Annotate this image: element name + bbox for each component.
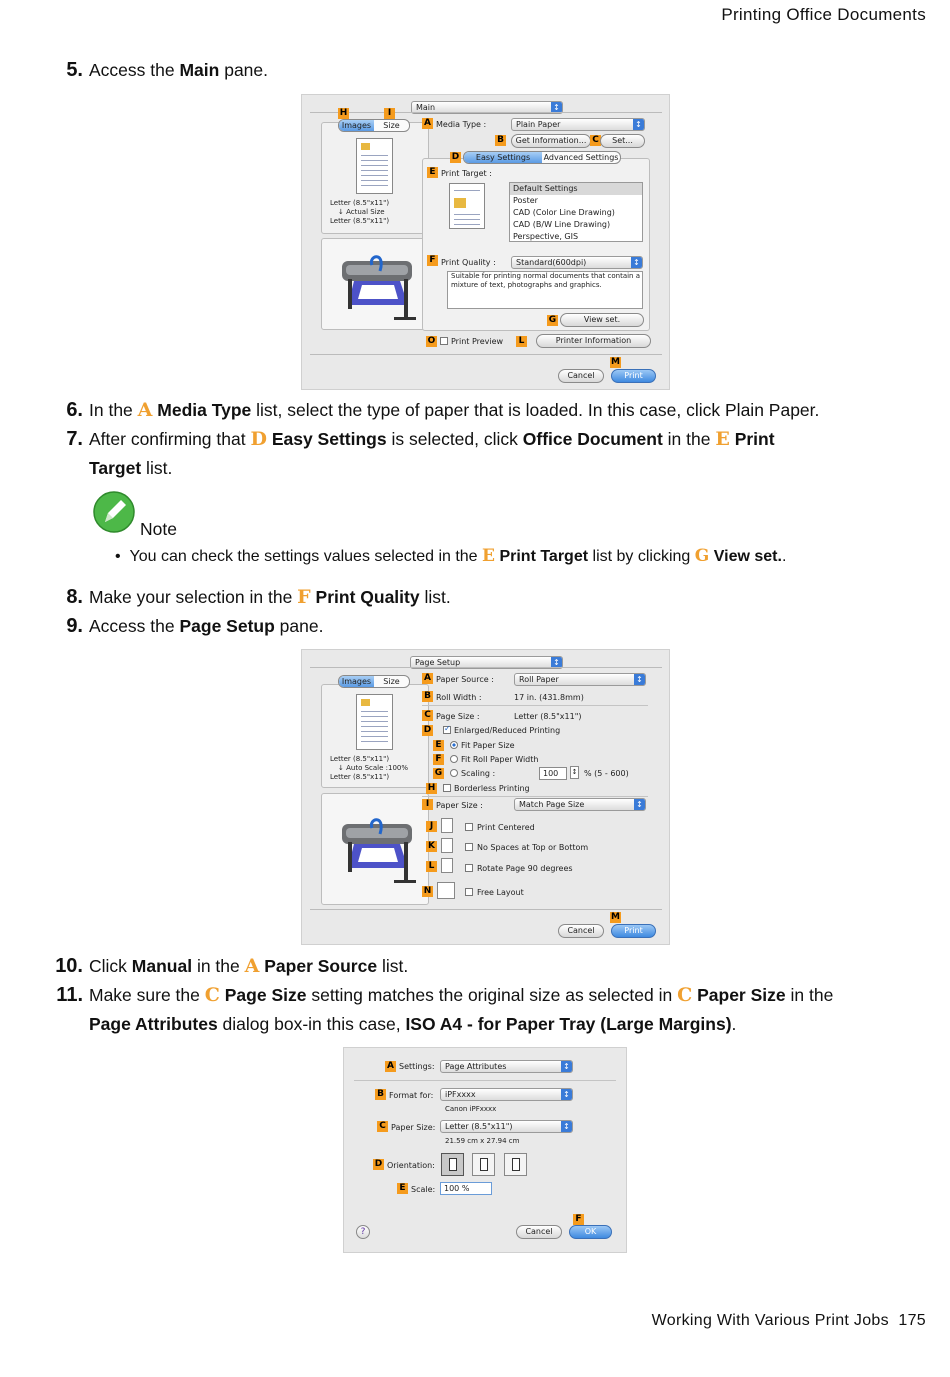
print-button[interactable]: Print (611, 369, 656, 383)
list-item[interactable]: Poster (513, 196, 538, 205)
text: dialog box-in this case, (217, 1014, 406, 1034)
size-info-scale: ↓ Auto Scale :100% (338, 764, 408, 772)
print-preview-checkbox[interactable] (440, 337, 448, 345)
tag-M: M (611, 357, 620, 367)
text: setting matches the original size as selected in (306, 985, 678, 1005)
settings-label: Settings: (399, 1062, 435, 1071)
step-6 (66, 396, 820, 425)
tag-A: A (422, 673, 433, 684)
text-bold: Office Document (522, 429, 663, 449)
text: D (250, 428, 267, 450)
printer-panel (321, 793, 429, 905)
print-quality-select[interactable]: Standard(600dpi) ↕ (511, 256, 643, 269)
rotate-page-checkbox[interactable] (465, 864, 473, 872)
tag-G: G (434, 768, 443, 778)
text-bold: Paper Source (264, 956, 378, 976)
divider (310, 909, 662, 910)
text: After confirming that (89, 429, 251, 449)
tag-C: C (422, 710, 433, 721)
paper-size-label: Paper Size: (391, 1123, 436, 1132)
preview-tabs[interactable] (338, 119, 410, 132)
step-7 (66, 425, 909, 483)
size-info-original: Letter (8.5"x11") (330, 199, 390, 207)
tag-I: I (384, 108, 395, 119)
text: Access the (89, 616, 180, 636)
paper-source-select[interactable]: Roll Paper ↕ (514, 673, 646, 686)
text: in the (192, 956, 245, 976)
print-target-list[interactable] (509, 182, 643, 242)
help-button[interactable]: ? (356, 1225, 370, 1239)
pane-menu[interactable]: Page Setup ↕ (410, 656, 563, 669)
text-bold: Page Attributes (89, 1014, 218, 1034)
rotate-page-label: Rotate Page 90 degrees (477, 864, 573, 873)
free-layout-checkbox[interactable] (465, 888, 473, 896)
page-footer (652, 1312, 926, 1330)
settings-mode-tabs[interactable] (463, 151, 621, 164)
tag-L: L (426, 861, 437, 872)
text: E (715, 428, 730, 450)
text: Make sure the (89, 985, 205, 1005)
step-10 (55, 952, 409, 981)
bullet: • (115, 548, 121, 565)
tag-D: D (423, 725, 432, 735)
text-bold: Manual (131, 956, 193, 976)
text: C (204, 984, 220, 1006)
scale-label: Scale: (411, 1185, 436, 1194)
print-target-preview (449, 183, 485, 229)
free-layout-icon (437, 882, 455, 899)
text: You can check the settings values selected in the (129, 548, 483, 565)
tag-D: D (451, 152, 460, 162)
text-bold: Print Quality (315, 587, 420, 607)
text-bold: Media Type (157, 400, 252, 420)
divider (310, 112, 662, 113)
ok-button[interactable]: OK (569, 1225, 612, 1239)
tag-M: M (611, 912, 620, 922)
printer-illustration (328, 245, 424, 325)
view-set-button[interactable]: View set. (560, 313, 644, 327)
quality-description: Suitable for printing normal documents that contain a mixture of text, photographs and graphics. (451, 272, 641, 289)
text: list. (141, 458, 173, 478)
main-pane-screenshot (301, 94, 670, 390)
tag-C: C (590, 135, 601, 146)
page-size-value: Letter (8.5"x11") (514, 712, 582, 721)
text-bold: Target (89, 458, 142, 478)
printer-information-button[interactable]: Printer Information (536, 334, 651, 348)
footer-text: Working With Various Print Jobs (651, 1312, 889, 1329)
text: E (482, 546, 495, 566)
page-size-label: Page Size : (436, 712, 480, 721)
scaling-radio[interactable] (450, 769, 458, 777)
list-item[interactable]: CAD (B/W Line Drawing) (513, 220, 611, 229)
text: A (244, 955, 260, 977)
tag-E: E (427, 167, 438, 178)
tag-B: B (495, 135, 506, 146)
quality-description-box (447, 271, 643, 309)
paper-size-select[interactable]: Match Page Size ↕ (514, 798, 646, 811)
text: . (731, 1014, 737, 1034)
borderless-checkbox[interactable] (443, 784, 451, 792)
scaling-label: Scaling : (461, 769, 496, 778)
page-preview (356, 694, 393, 750)
scaling-input[interactable]: 100 (539, 767, 567, 780)
step-number: 9. (66, 615, 83, 637)
divider (310, 354, 662, 355)
printer-illustration (328, 808, 424, 888)
orientation-landscape-icon[interactable] (472, 1153, 495, 1176)
print-centered-checkbox[interactable] (465, 823, 473, 831)
tab-images[interactable]: Images (339, 120, 374, 131)
text-bold: Paper Size (697, 985, 786, 1005)
tag-G: G (548, 315, 557, 325)
roll-width-value: 17 in. (431.8mm) (514, 693, 584, 702)
step-number: 5. (66, 59, 83, 81)
text: F (297, 586, 311, 608)
orientation-reverse-landscape-icon[interactable] (504, 1153, 527, 1176)
get-information-button[interactable]: Get Information... (511, 134, 591, 148)
text-bold: Page Setup (179, 616, 275, 636)
paper-size-detail: 21.59 cm x 27.94 cm (445, 1137, 520, 1145)
step-9 (66, 612, 324, 641)
enlarged-reduced-checkbox[interactable] (443, 726, 451, 734)
step-number: 8. (66, 586, 83, 608)
format-for-label: Format for: (389, 1091, 434, 1100)
list-item[interactable]: CAD (Color Line Drawing) (513, 208, 615, 217)
print-button[interactable]: Print (611, 924, 656, 938)
format-for-detail: Canon iPFxxxx (445, 1105, 497, 1113)
settings-select[interactable]: Page Attributes ↕ (440, 1060, 573, 1073)
set-button[interactable]: Set... (600, 134, 645, 148)
page-preview (356, 138, 393, 194)
list-item[interactable]: Perspective, GIS (513, 232, 579, 241)
tag-B: B (422, 691, 433, 702)
text: list. (419, 587, 451, 607)
print-centered-label: Print Centered (477, 823, 535, 832)
tab-size[interactable]: Size (383, 121, 400, 130)
print-target-label: Print Target : (441, 169, 492, 178)
text-bold: Print Target (499, 548, 589, 565)
text: Click (89, 956, 132, 976)
cancel-button[interactable]: Cancel (516, 1225, 562, 1239)
text: C (677, 984, 693, 1006)
pane-menu[interactable]: Main ↕ (411, 101, 563, 114)
tab-easy-settings[interactable]: Easy Settings (464, 152, 542, 163)
paper-size-label: Paper Size : (436, 801, 483, 810)
print-centered-icon (441, 818, 453, 833)
paper-size-select[interactable]: Letter (8.5"x11") ↕ (440, 1120, 573, 1133)
orientation-label: Orientation: (387, 1161, 435, 1170)
page-setup-screenshot (301, 649, 670, 945)
text-bold: View set. (713, 548, 782, 565)
step-11 (56, 981, 909, 1039)
text: In the (89, 400, 138, 420)
orientation-portrait-icon[interactable] (441, 1153, 464, 1176)
preview-tabs[interactable] (338, 675, 410, 688)
text: A (137, 399, 153, 421)
tag-B: B (375, 1089, 386, 1100)
printer-panel (321, 238, 429, 330)
enlarged-reduced-label: Enlarged/Reduced Printing (454, 726, 561, 735)
note-bullet-item (115, 545, 786, 568)
tag-O: O (427, 336, 436, 346)
tag-F: F (427, 255, 438, 266)
free-layout-label: Free Layout (477, 888, 524, 897)
tag-F: F (433, 754, 444, 765)
text-bold: Easy Settings (271, 429, 387, 449)
no-spaces-checkbox[interactable] (465, 843, 473, 851)
page-header: Printing Office Documents (721, 5, 926, 24)
tag-E: E (397, 1183, 408, 1194)
step-number: 10. (55, 955, 83, 977)
step-number: 11. (56, 984, 83, 1006)
note-title: Note (140, 519, 177, 539)
divider (422, 705, 648, 706)
tag-H: H (427, 783, 436, 793)
text: is selected, click (386, 429, 523, 449)
size-info-output: Letter (8.5"x11") (330, 217, 390, 225)
media-type-label: Media Type : (436, 120, 487, 129)
text-bold: Page Size (224, 985, 307, 1005)
text: in the (785, 985, 834, 1005)
text-bold: Main (179, 60, 220, 80)
divider (310, 667, 662, 668)
tag-F: F (573, 1214, 584, 1225)
step-8 (66, 583, 451, 612)
text: Access the (89, 60, 180, 80)
scaling-stepper[interactable]: ↕ (570, 766, 579, 779)
tag-I: I (422, 799, 433, 810)
text: pane. (219, 60, 268, 80)
tag-N: N (423, 886, 432, 896)
text: list. (377, 956, 409, 976)
fit-paper-size-label: Fit Paper Size (461, 741, 515, 750)
cancel-button[interactable]: Cancel (558, 369, 604, 383)
fit-roll-width-radio[interactable] (450, 755, 458, 763)
text: pane. (274, 616, 324, 636)
tag-K: K (426, 841, 437, 852)
format-for-select[interactable]: iPFxxxx ↕ (440, 1088, 573, 1101)
tag-J: J (426, 821, 437, 832)
text: list by clicking (588, 548, 695, 565)
tag-L: L (516, 336, 527, 347)
roll-width-label: Roll Width : (436, 693, 482, 702)
tag-D: D (374, 1159, 383, 1169)
step-5 (66, 56, 268, 85)
no-spaces-icon (441, 838, 453, 853)
tag-C: C (377, 1121, 388, 1132)
list-item[interactable]: Default Settings (510, 183, 642, 195)
media-type-select[interactable]: Plain Paper ↕ (511, 118, 645, 131)
text: Auto Scale :100% (346, 764, 408, 772)
paper-source-label: Paper Source : (436, 675, 494, 684)
page-number: 175 (898, 1312, 926, 1329)
tag-A: A (385, 1061, 396, 1072)
scale-input[interactable]: 100 % (440, 1182, 492, 1195)
tag-A: A (422, 118, 433, 129)
text: in the (662, 429, 716, 449)
size-info-original: Letter (8.5"x11") (330, 755, 390, 763)
cancel-button[interactable]: Cancel (558, 924, 604, 938)
text-bold: ISO A4 - for Paper Tray (Large Margins) (405, 1014, 732, 1034)
text: Actual Size (346, 208, 385, 216)
fit-paper-size-radio[interactable] (450, 741, 458, 749)
no-spaces-label: No Spaces at Top or Bottom (477, 843, 589, 852)
tab-size[interactable]: Size (383, 677, 400, 686)
print-quality-label: Print Quality : (441, 258, 496, 267)
fit-roll-width-label: Fit Roll Paper Width (461, 755, 539, 764)
tag-H: H (339, 108, 348, 118)
scaling-range: % (5 - 600) (584, 769, 629, 778)
step-number: 6. (66, 399, 83, 421)
rotate-page-icon (441, 858, 453, 873)
tab-advanced-settings[interactable]: Advanced Settings (543, 153, 619, 162)
tab-images[interactable]: Images (339, 676, 374, 687)
text: G (694, 546, 710, 566)
text: . (781, 548, 787, 565)
text: Make your selection in the (89, 587, 298, 607)
print-preview-label: Print Preview (451, 337, 504, 346)
divider (422, 796, 648, 797)
size-info-output: Letter (8.5"x11") (330, 773, 390, 781)
step-number: 7. (66, 428, 83, 450)
page-attributes-screenshot (343, 1047, 627, 1253)
text: list, select the type of paper that is loaded. In this case, click Plain Paper. (251, 400, 820, 420)
tag-E: E (433, 740, 444, 751)
borderless-label: Borderless Printing (454, 784, 530, 793)
divider (354, 1080, 616, 1081)
text-bold: Print (734, 429, 775, 449)
size-info-scale: ↓ Actual Size (338, 208, 385, 216)
note-pencil-icon (93, 491, 135, 533)
